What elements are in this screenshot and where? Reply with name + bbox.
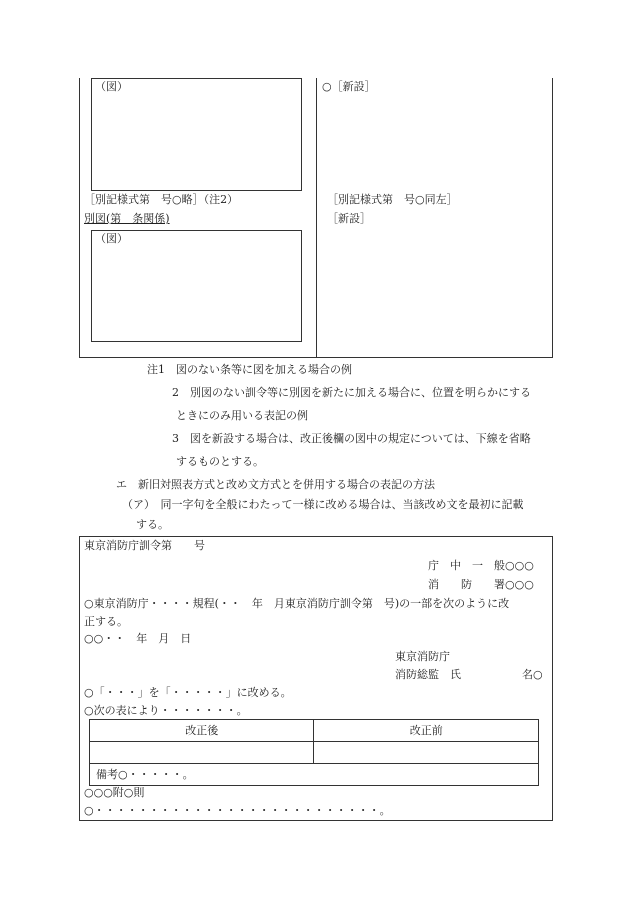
amendment-body-line2: 正する。	[84, 615, 128, 628]
date-line: ○○・・ 年 月 日	[84, 632, 192, 645]
amendment-body-line1: ○東京消防庁・・・・規程(・・ 年 月東京消防庁訓令第 号)の一部を次のように改	[84, 597, 510, 610]
figure-box-1	[91, 78, 302, 191]
change-line-2: ○次の表により・・・・・・・。	[84, 704, 248, 717]
figure-label-1: （図）	[95, 80, 128, 93]
department-1: 庁 中 一 般○○○	[428, 559, 534, 572]
table-left-border	[79, 78, 80, 358]
remarks-row	[90, 764, 539, 786]
figure-box-2	[91, 230, 302, 342]
table-bottom-border	[79, 357, 553, 358]
right-new-note: ［新設］	[327, 212, 371, 225]
sub-comparison-table	[89, 719, 539, 786]
department-2: 消 防 署○○○	[428, 578, 534, 591]
table-right-border	[552, 78, 553, 358]
kunrei-number: 東京消防庁訓令第 号	[84, 539, 205, 552]
section-a-line1: （ア） 同一字句を全般にわたって一様に改める場合は、当該改め文を最初に記載	[122, 498, 524, 511]
chief-name: 名○	[522, 668, 543, 681]
note-2-line2: ときにのみ用いる表記の例	[176, 409, 308, 422]
left-format-note: ［別記様式第 号○略］（注2）	[84, 193, 239, 206]
cell-before	[314, 742, 539, 764]
note-3-line1: 3 図を新設する場合は、改正後欄の図中の規定については、下線を省略	[172, 432, 531, 445]
note-1: 注1 図のない条等に図を加える場合の例	[147, 363, 352, 376]
right-format-note: ［別記様式第 号○同左］	[327, 193, 458, 206]
section-a-line2: する。	[136, 518, 169, 531]
beppyo-title: 別図(第 条関係)	[84, 212, 170, 225]
dots-line: ○・・・・・・・・・・・・・・・・・・・・・・・・・・。	[84, 804, 391, 817]
chief-title: 消防総監 氏	[395, 668, 461, 681]
agency-name: 東京消防庁	[395, 650, 450, 663]
remarks-text: 備考○・・・・・。	[96, 767, 194, 781]
figure-label-2: （図）	[95, 232, 128, 245]
table-center-divider	[316, 78, 317, 358]
cell-after	[90, 742, 314, 764]
header-after: 改正後	[90, 720, 314, 742]
section-e-heading: エ 新旧対照表方式と改め文方式とを併用する場合の表記の方法	[116, 478, 435, 491]
right-new-label: ○［新設］	[322, 80, 376, 93]
note-3-line2: するものとする。	[176, 455, 264, 468]
header-before: 改正前	[314, 720, 539, 742]
note-2-line1: 2 別図のない訓令等に別図を新たに加える場合に、位置を明らかにする	[172, 386, 531, 399]
change-line-1: ○「・・・」を「・・・・・」に改める。	[84, 686, 292, 699]
supplementary-provisions: ○○○附○則	[84, 786, 145, 799]
